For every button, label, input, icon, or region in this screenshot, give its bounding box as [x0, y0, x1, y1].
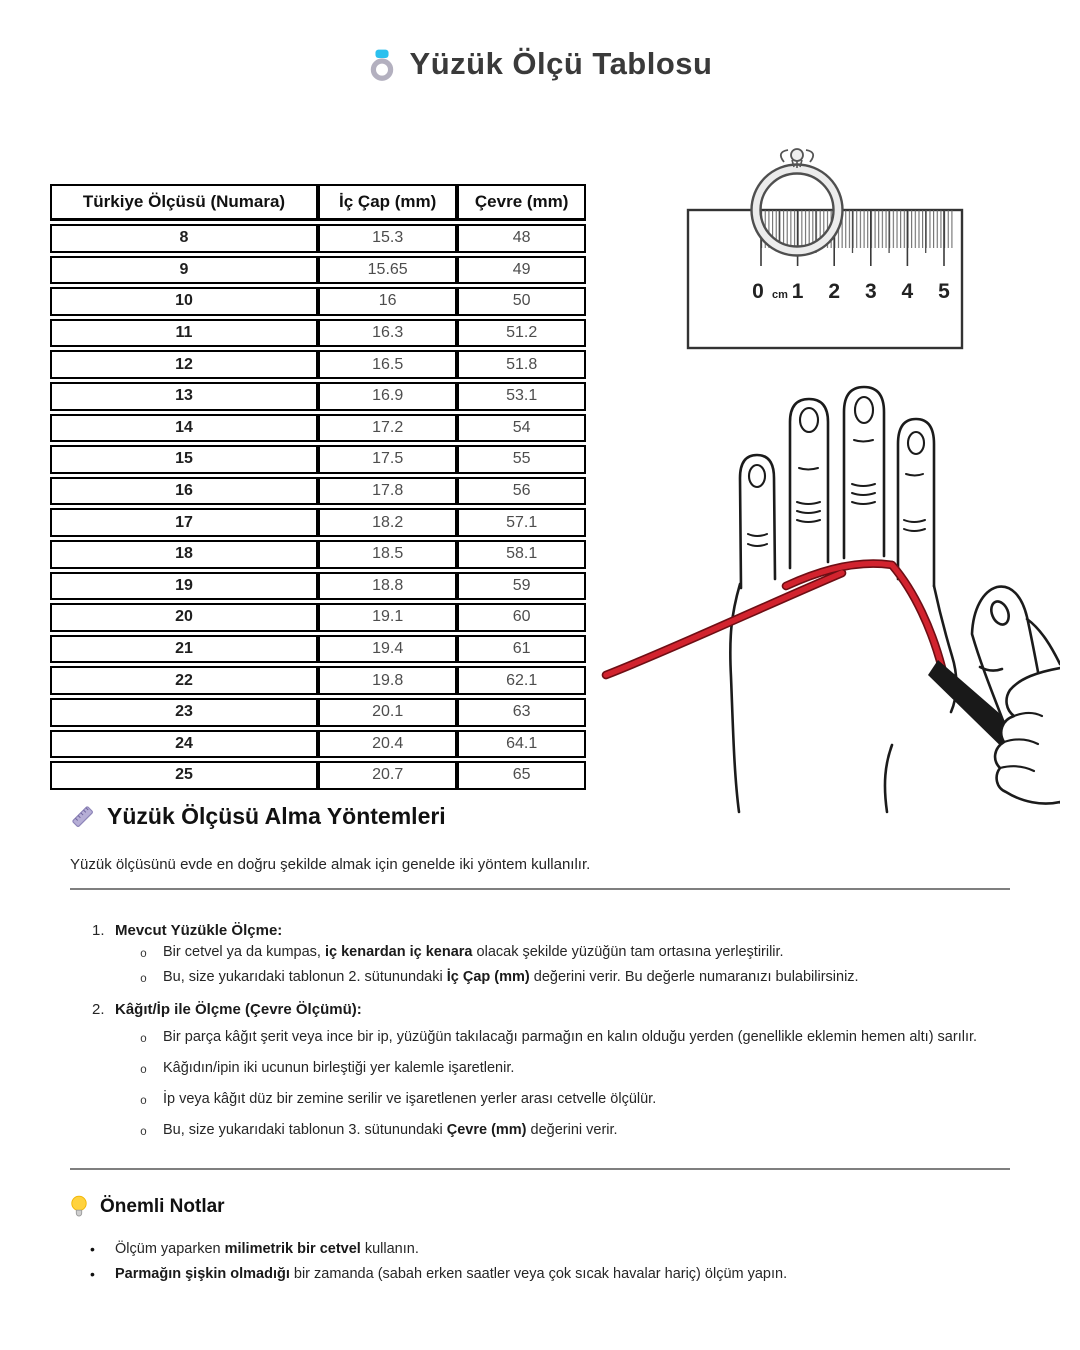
methods-intro: Yüzük ölçüsünü evde en doğru şekilde almak için genelde iki yöntem kullanılır. [70, 856, 591, 873]
hand-string-figure [590, 372, 1060, 815]
notes-heading: Önemli Notlar [100, 1196, 225, 1217]
sub-bullet-marker: o [140, 948, 147, 961]
size-cell: 25 [50, 761, 318, 790]
size-cell: 17 [50, 508, 318, 537]
sub-bullet-marker: o [140, 1033, 147, 1046]
page-title: Yüzük Ölçü Tablosu [409, 46, 713, 81]
ic-cap-cell: 19.1 [318, 603, 457, 632]
table-row [50, 540, 586, 569]
table-row [50, 256, 586, 285]
sub-bullet-marker: o [140, 1064, 147, 1077]
size-cell: 18 [50, 540, 318, 569]
method-item-1 [70, 922, 1025, 989]
size-cell: 8 [50, 224, 318, 253]
table-row [50, 414, 586, 443]
ic-cap-cell: 20.1 [318, 698, 457, 727]
ic-cap-cell: 15.65 [318, 256, 457, 285]
cevre-cell: 55 [457, 445, 586, 474]
ic-cap-cell: 17.2 [318, 414, 457, 443]
table-row [50, 635, 586, 664]
method-1-bullet-2: o Bu, size yukarıdaki tablonun 2. sütunundaki İç Çap (mm) değerini verir. Bu değerle numaranızı bulabilirsiniz. [70, 968, 1025, 989]
method-2-number: 2. [92, 1001, 105, 1018]
note-bullet-2: • Parmağın şişkin olmadığı bir zamanda (sabah erken saatler veya çok sıcak havalar hariç) ölçüm yapın. [90, 1266, 788, 1282]
ic-cap-cell: 20.7 [318, 761, 457, 790]
pinky-finger [740, 455, 775, 588]
sub-bullet-marker: o [140, 1126, 147, 1139]
size-cell: 11 [50, 319, 318, 348]
ic-cap-cell: 18.2 [318, 508, 457, 537]
method-1-number: 1. [92, 922, 105, 939]
note-bullet-1: • Ölçüm yaparken milimetrik bir cetvel kullanın. [90, 1241, 419, 1257]
ic-cap-cell: 18.5 [318, 540, 457, 569]
ic-cap-cell: 19.4 [318, 635, 457, 664]
col-header-ic-cap: İç Çap (mm) [318, 184, 457, 221]
size-cell: 20 [50, 603, 318, 632]
ring-on-ruler-figure [680, 140, 970, 355]
cevre-cell: 57.1 [457, 508, 586, 537]
table-row [50, 350, 586, 379]
ring-size-table [50, 181, 586, 793]
cevre-cell: 63 [457, 698, 586, 727]
ic-cap-cell: 18.8 [318, 572, 457, 601]
ic-cap-cell: 20.4 [318, 730, 457, 759]
method-2-bullet-4: o Bu, size yukarıdaki tablonun 3. sütunundaki Çevre (mm) değerini verir. [70, 1121, 1025, 1142]
bullet-marker: • [90, 1241, 95, 1257]
size-cell: 10 [50, 287, 318, 316]
ic-cap-cell: 17.5 [318, 445, 457, 474]
cevre-cell: 65 [457, 761, 586, 790]
ruler-label-5: 5 [938, 280, 950, 303]
method-2-title: Kâğıt/İp ile Ölçme (Çevre Ölçümü): [115, 1001, 362, 1018]
methods-heading: Yüzük Ölçüsü Alma Yöntemleri [107, 803, 446, 829]
table-row [50, 666, 586, 695]
size-cell: 12 [50, 350, 318, 379]
method-1-bullet-1: o Bir cetvel ya da kumpas, iç kenardan iç kenara olacak şekilde yüzüğün tam ortasına yerleştirilir. [70, 943, 1025, 964]
table-row [50, 287, 586, 316]
cevre-cell: 59 [457, 572, 586, 601]
divider-2 [70, 1168, 1010, 1170]
cevre-cell: 50 [457, 287, 586, 316]
ring-emoji-icon [368, 48, 396, 81]
ic-cap-cell: 16.9 [318, 382, 457, 411]
table-row [50, 572, 586, 601]
size-cell: 15 [50, 445, 318, 474]
methods-section-heading [70, 803, 1025, 830]
ic-cap-cell: 16.5 [318, 350, 457, 379]
table-row [50, 477, 586, 506]
index-finger [898, 419, 934, 586]
size-cell: 24 [50, 730, 318, 759]
sub-bullet-marker: o [140, 973, 147, 986]
table-row [50, 382, 586, 411]
cevre-cell: 54 [457, 414, 586, 443]
cevre-cell: 60 [457, 603, 586, 632]
size-cell: 14 [50, 414, 318, 443]
ic-cap-cell: 15.3 [318, 224, 457, 253]
size-cell: 23 [50, 698, 318, 727]
method-item-2 [70, 1001, 1025, 1142]
ruler-label-3: 3 [864, 280, 877, 303]
size-cell: 9 [50, 256, 318, 285]
ruler-unit: cm [772, 289, 788, 301]
table-row [50, 761, 586, 790]
cevre-cell: 48 [457, 224, 586, 253]
table-row [50, 508, 586, 537]
table-row [50, 224, 586, 253]
bullet-marker: • [90, 1266, 95, 1282]
cevre-cell: 53.1 [457, 382, 586, 411]
size-cell: 19 [50, 572, 318, 601]
table-header-row [50, 184, 586, 221]
cevre-cell: 58.1 [457, 540, 586, 569]
table-row [50, 730, 586, 759]
method-2-bullet-3: o İp veya kâğıt düz bir zemine serilir ve işaretlenen yerler arası cetvelle ölçülür. [70, 1090, 1025, 1111]
col-header-size: Türkiye Ölçüsü (Numara) [50, 184, 318, 221]
method-2-bullet-1: o Bir parça kâğıt şerit veya ince bir ip, yüzüğün takılacağı parmağın en kalın olduğu yerden (genellikle eklemin hemen altı) sarılır. [70, 1028, 1025, 1049]
cevre-cell: 49 [457, 256, 586, 285]
divider-1 [70, 888, 1010, 890]
body-column [70, 803, 1025, 1284]
middle-finger [844, 387, 884, 558]
sub-bullet-marker: o [140, 1095, 147, 1108]
ring-finger [790, 399, 828, 568]
cevre-cell: 56 [457, 477, 586, 506]
ic-cap-cell: 16 [318, 287, 457, 316]
table-row [50, 445, 586, 474]
lightbulb-icon [70, 1194, 88, 1220]
ruler-label-0: 0 [752, 280, 764, 303]
method-1-title: Mevcut Yüzükle Ölçme: [115, 922, 283, 939]
ic-cap-cell: 17.8 [318, 477, 457, 506]
ruler-label-4: 4 [901, 280, 914, 303]
cevre-cell: 62.1 [457, 666, 586, 695]
ic-cap-cell: 16.3 [318, 319, 457, 348]
cevre-cell: 51.8 [457, 350, 586, 379]
col-header-cevre: Çevre (mm) [457, 184, 586, 221]
ruler-label-2: 2 [828, 280, 841, 303]
notes-section-heading [70, 1194, 1025, 1220]
size-cell: 13 [50, 382, 318, 411]
page-title-row [0, 46, 1080, 82]
ic-cap-cell: 19.8 [318, 666, 457, 695]
size-cell: 22 [50, 666, 318, 695]
table-row [50, 603, 586, 632]
ruler-label-1: 1 [791, 280, 804, 303]
cevre-cell: 64.1 [457, 730, 586, 759]
cevre-cell: 61 [457, 635, 586, 664]
cevre-cell: 51.2 [457, 319, 586, 348]
size-cell: 21 [50, 635, 318, 664]
table-row [50, 698, 586, 727]
size-cell: 16 [50, 477, 318, 506]
ruler-emoji-icon [70, 804, 95, 829]
table-row [50, 319, 586, 348]
method-2-bullet-2: o Kâğıdın/ipin iki ucunun birleştiği yer kalemle işaretlenir. [70, 1059, 1025, 1080]
